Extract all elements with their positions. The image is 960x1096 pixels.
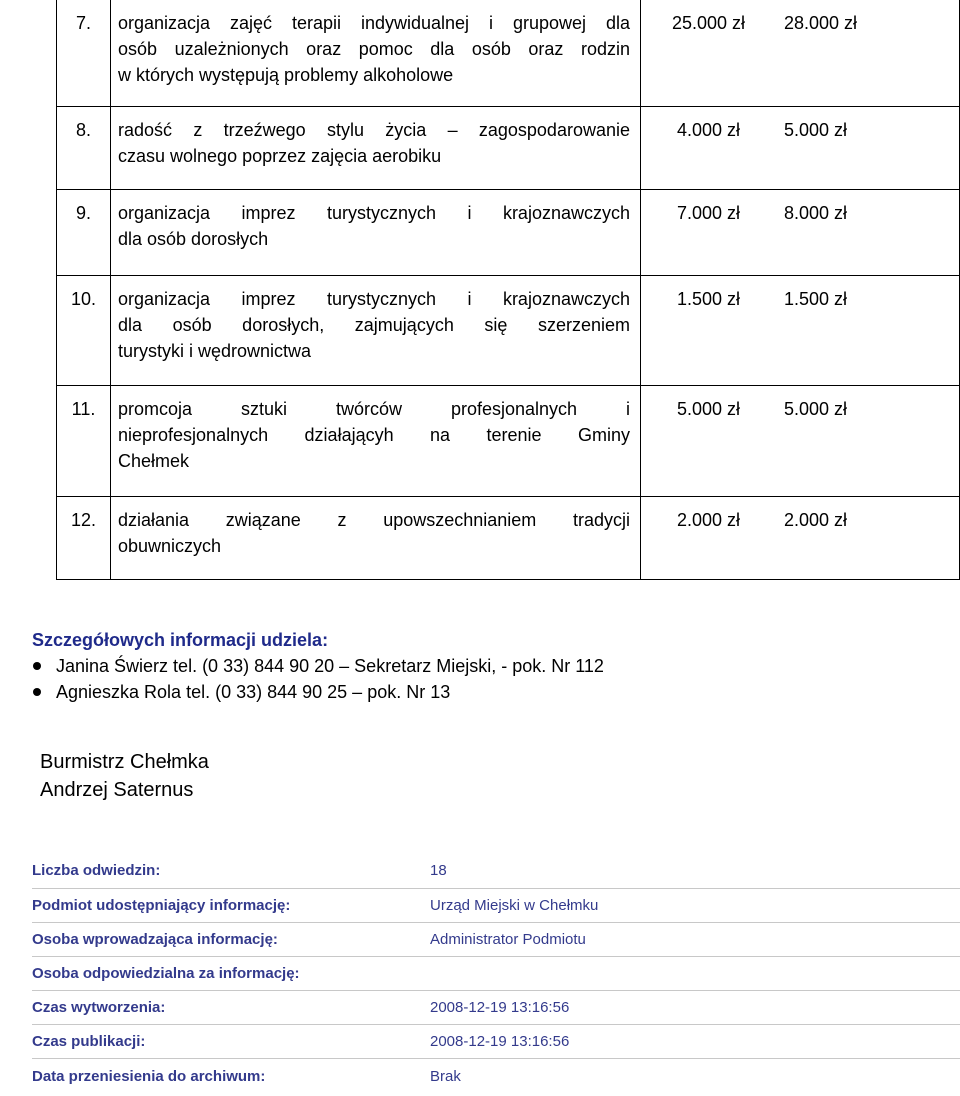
amount-planned: 25.000 zł — [671, 13, 746, 33]
amount-planned: 2.000 zł — [676, 510, 741, 530]
budget-table — [56, 0, 960, 580]
amount-planned: 4.000 zł — [676, 120, 741, 140]
description-line: organizacja imprez turystycznych i krajoznawczych — [118, 203, 630, 223]
description-line: promcoja sztuki twórców profesjonalnych i — [118, 399, 630, 419]
list-item — [32, 679, 932, 705]
metadata-value: Brak — [430, 1067, 461, 1085]
description-line: organizacja imprez turystycznych i krajoznawczych — [118, 289, 630, 309]
signature-title: Burmistrz Chełmka — [40, 751, 209, 773]
row-number: 7. — [57, 0, 111, 106]
row-description — [111, 0, 641, 106]
signature-name: Andrzej Saternus — [40, 779, 194, 801]
amount-total: 5.000 zł — [784, 399, 848, 419]
amount-planned: 1.500 zł — [676, 289, 741, 309]
description-line: w których występują problemy alkoholowe — [118, 65, 454, 85]
list-item — [32, 653, 932, 679]
table-row — [56, 276, 960, 386]
metadata-row — [32, 853, 960, 889]
metadata-label: Czas publikacji: — [32, 1033, 146, 1050]
metadata-value: 2008-12-19 13:16:56 — [430, 999, 570, 1016]
amount-total: 5.000 zł — [784, 120, 848, 140]
row-number: 8. — [57, 107, 111, 189]
contact-text: Janina Świerz tel. (0 33) 844 90 20 – Sekretarz Miejski, - pok. Nr 112 — [56, 656, 604, 676]
metadata-label: Czas wytworzenia: — [32, 999, 166, 1016]
amount-total: 1.500 zł — [784, 289, 848, 309]
row-description — [111, 497, 641, 579]
description-line: dla osób dorosłych — [118, 229, 269, 249]
row-number: 10. — [57, 276, 111, 385]
row-description — [111, 386, 641, 496]
amount-total: 2.000 zł — [784, 510, 848, 530]
metadata-row — [32, 991, 960, 1025]
contact-text: Agnieszka Rola tel. (0 33) 844 90 25 – pok. Nr 13 — [56, 682, 451, 702]
metadata-row — [32, 957, 960, 991]
description-line: czasu wolnego poprzez zajęcia aerobiku — [118, 146, 442, 166]
description-line: organizacja zajęć terapii indywidualnej i grupowej dla — [118, 13, 630, 33]
row-number: 12. — [57, 497, 111, 579]
metadata-label: Osoba wprowadzająca informację: — [32, 931, 278, 948]
metadata-label: Data przeniesienia do archiwum: — [32, 1067, 266, 1085]
table-row — [56, 190, 960, 276]
contact-list — [32, 653, 932, 705]
row-description — [111, 107, 641, 189]
metadata-label: Liczba odwiedzin: — [32, 862, 161, 879]
amount-total: 8.000 zł — [784, 203, 848, 223]
description-line: osób uzależnionych oraz pomoc dla osób oraz rodzin — [118, 39, 630, 59]
table-row — [56, 386, 960, 497]
contact-title: Szczegółowych informacji udziela: — [32, 630, 329, 650]
row-description — [111, 276, 641, 385]
description-line: obuwniczych — [118, 536, 222, 556]
description-line: dla osób dorosłych, zajmujących się szerzeniem — [118, 315, 630, 335]
table-row — [56, 0, 960, 107]
row-description — [111, 190, 641, 275]
metadata-value: Administrator Podmiotu — [430, 931, 586, 948]
metadata-value: 2008-12-19 13:16:56 — [430, 1033, 570, 1050]
amount-planned: 7.000 zł — [676, 203, 741, 223]
amount-planned: 5.000 zł — [676, 399, 741, 419]
description-line: radość z trzeźwego stylu życia – zagospodarowanie — [118, 120, 630, 140]
table-row — [56, 107, 960, 190]
description-line: działania związane z upowszechnianiem tradycji — [118, 510, 630, 530]
bullet-icon — [33, 662, 41, 670]
metadata-label: Podmiot udostępniający informację: — [32, 897, 291, 914]
description-line: turystyki i wędrownictwa — [118, 341, 312, 361]
metadata-table — [32, 853, 960, 1093]
table-row — [56, 497, 960, 580]
metadata-value: 18 — [430, 862, 447, 879]
row-number: 11. — [57, 386, 111, 496]
metadata-value: Urząd Miejski w Chełmku — [430, 897, 599, 914]
signature-block — [40, 748, 209, 804]
metadata-row — [32, 1059, 960, 1093]
metadata-row — [32, 923, 960, 957]
description-line: nieprofesjonalnych działającyh na terenie Gminy — [118, 425, 630, 445]
row-number: 9. — [57, 190, 111, 275]
metadata-row — [32, 889, 960, 923]
bullet-icon — [33, 688, 41, 696]
contact-section — [32, 627, 932, 705]
description-line: Chełmek — [118, 451, 190, 471]
metadata-row — [32, 1025, 960, 1059]
metadata-label: Osoba odpowiedzialna za informację: — [32, 965, 300, 982]
amount-total: 28.000 zł — [784, 13, 858, 33]
